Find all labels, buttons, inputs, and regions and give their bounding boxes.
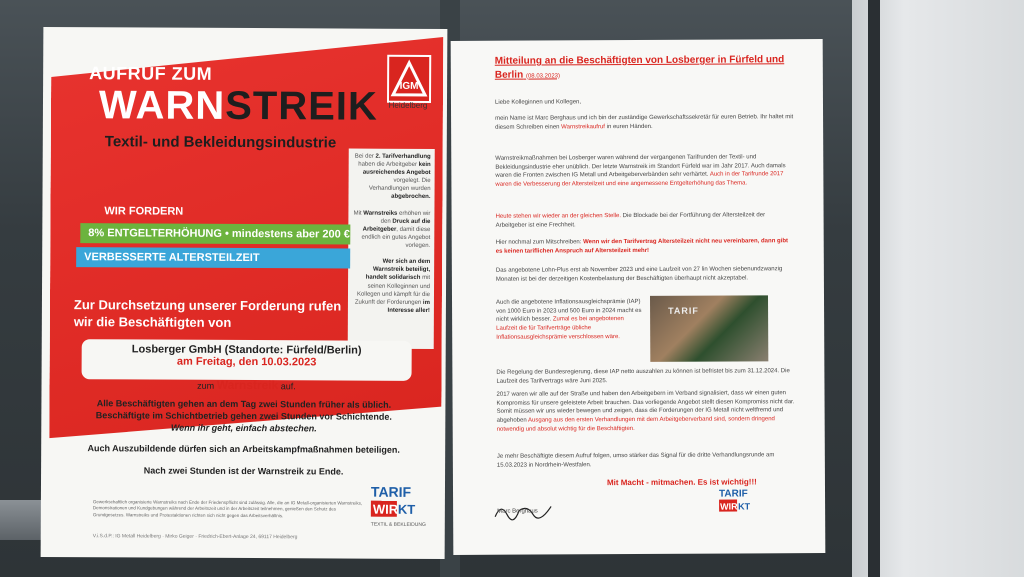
demand-part-time: VERBESSERTE ALTERSTEILZEIT bbox=[76, 247, 350, 268]
svg-text:IGM: IGM bbox=[399, 80, 419, 92]
letter-slogan: Mit Macht - mitmachen. Es ist wichtig!!! bbox=[606, 477, 757, 488]
tarif-wirkt-logo-icon bbox=[367, 481, 427, 537]
ig-metall-logo bbox=[387, 55, 431, 103]
letter-paragraph-6-end: Die Regelung der Bundesregierung, diese IAP netto auszahlen zu können ist befristet bis zum 31.12.2024. Die Laufzeit des Tarifvertrags wäre Juni 2025. bbox=[496, 368, 790, 385]
letter-title: Mitteilung an die Beschäftigten von Losberger in Fürfeld und Berlin (08.03.2023) bbox=[494, 54, 785, 81]
ig-metall-logo-icon bbox=[389, 57, 429, 101]
strike-instructions: Alle Beschäftigten gehen an dem Tag zwei Stunden früher als üblich. Beschäftigte im Schichtbetrieb gehen zwei Stunden vor Schichtende. Wenn ihr geht, einfach abstechen. bbox=[95, 398, 392, 434]
letter-paragraph-4: Hier nochmal zum Mitschreiben: Wenn wir den Tarifvertrag Altersteilzeit nicht neu vereinbaren, dann gibt es keinen tariflichen Anspruch auf Altersteilzeit mehr! bbox=[495, 238, 789, 255]
letter-paragraph-2: Warnstreikmaßnahmen bei Losberger waren während der vergangenen Tarifrunden der Textil- und Bekleidungsindustrie eher unüblich. Der letzte Warnstreik im Standort Fürfeld war im Jahr 2017. Auch damals waren die Fronten zwischen IG Metall und Arbeitgeberverbänden sehr verhärtet. Auch in der Tarifrunde 2017 waren die Verbesserung der Altersteilzeit und eine angemessene Entgelterhöhung das Thema. bbox=[495, 154, 786, 188]
signature-name: Marc Berghaus bbox=[497, 508, 538, 515]
tarif-wirkt-logo-icon bbox=[717, 485, 757, 523]
letter-paragraph-7: 2017 waren wir alle auf der Straße und haben den Arbeitgebern im Verband signalisiert, dass wir einen guten Kompromiss für unsere geleistete Arbeit brauchen. Das vorliegende Angebot stellt diesen Kompromiss nicht dar. Somit müssen wir uns wieder bewegen und zeigen, dass die Forderungen der IG Metall nicht weltfremd und abgehoben Ausgang aus den ersten Verhandlungen mit dem Arbeitgeberverband sind, sondern dringend notwendig und absolut wichtig für die Beschäftigten. bbox=[496, 390, 795, 433]
company-box bbox=[82, 339, 412, 381]
apprentice-note: Auch Auszubildende dürfen sich an Arbeitskampfmaßnahmen beteiligen. bbox=[87, 443, 400, 455]
demand-wage: 8% ENTGELTERHÖHUNG • mindestens aber 200 € bbox=[80, 223, 350, 244]
strike-line: zum Warnstreik auf. bbox=[197, 377, 296, 393]
svg-text:KT: KT bbox=[738, 501, 751, 512]
letter-greeting: Liebe Kolleginnen und Kollegen, bbox=[494, 99, 582, 106]
legal-fine-print: Gewerkschaftlich organisierte Warnstreiks nach Ende der Friedenspflicht sind zulässig. Alle, die an IG Metall-organisierten Warnstreiks, Demonstrationen und Kundgebungen während der Arbeitszeit und in der Arbeitszeit teilnehmen, genießen den Schutz des Grundgesetzes. Warnstreiks und Protestaktionen richten sich nicht gegen das Arbeitsverhältnis. bbox=[92, 499, 363, 518]
poster-headline: WARNSTREIK bbox=[98, 83, 378, 129]
poster-subtitle: Textil- und Bekleidungsindustrie bbox=[104, 133, 337, 152]
letter-paragraph-1: mein Name ist Marc Berghaus und ich bin der zuständige Gewerkschaftssekretär für euren Betrieb. Ihr haltet mit diesem Schreiben einen Warnstreikaufruf in euren Händen. bbox=[495, 114, 794, 131]
poster-headline-small: AUFRUF ZUM bbox=[89, 63, 213, 84]
letter-paragraph-3: Heute stehen wir wieder an der gleichen Stelle. Die Blockade bei der Fortführung der Altersteilzeit der Arbeitgeber ist eine Frechheit. bbox=[495, 212, 766, 229]
letter-paragraph-5: Das angebotene Lohn-Plus erst ab November 2023 und eine Laufzeit von 27 lin Wochen siebenundzwanzig Monaten ist bei der derzeitigen Kostenbelastung der Beschäftigten überhaupt nicht akzeptabel. bbox=[495, 266, 783, 283]
strike-date: am Freitag, den 10.03.2023 bbox=[176, 355, 317, 369]
strike-poster bbox=[41, 27, 448, 559]
letter-paragraph-6: Auch die angebotene Inflationsausgleichsprämie (IAP) von 1000 Euro in 2023 und 500 Euro in 2024 macht es nicht wirklich besser. Zumal es bei angebotenen Laufzeit die für Tarifverträge übliche Inflationsausgleichsprämie verschlossen wäre. bbox=[496, 298, 642, 341]
svg-text:TEXTIL & BEKLEIDUNG: TEXTIL & BEKLEIDUNG bbox=[370, 521, 426, 528]
strike-end-note: Nach zwei Stunden ist der Warnstreik zu Ende. bbox=[143, 465, 344, 477]
company-name: Losberger GmbH (Standorte: Fürfeld/Berlin) bbox=[131, 343, 362, 357]
info-sidebar: Bei der 2. Tarifverhandlung haben die Arbeitgeber kein ausreichendes Angebot vorgelegt. Die Verhandlungen wurden abgebrochen. Mit Warnstreiks erhöhen wir den Druck auf die Arbeitgeber, damit diese endlich ein gutes Angebot vorlegen. Wer sich an dem Warnstreik beteiligt, handelt solidarisch mit seinen Kolleginnen und Kollegen und kämpft für die Zukunft der Forderungen im Interesse aller! bbox=[348, 149, 435, 349]
svg-text:WIR: WIR bbox=[720, 501, 738, 512]
logo-caption: Heidelberg bbox=[388, 100, 428, 110]
svg-text:KT: KT bbox=[397, 501, 416, 517]
svg-text:TARIF: TARIF bbox=[370, 483, 412, 500]
union-letter bbox=[451, 39, 826, 555]
imprint: V.i.S.d.P.: IG Metall Heidelberg · Mirko Geiger · Friedrich-Ebert-Anlage 24, 69117 Heidelberg bbox=[92, 533, 298, 541]
svg-text:TARIF: TARIF bbox=[719, 488, 748, 500]
letter-paragraph-8: Je mehr Beschäftigte diesem Aufruf folgen, umso stärker das Signal für die dritte Verhandlungsrunde am 15.03.2023 in Nordrhein-Westfalen. bbox=[496, 452, 775, 469]
strike-photo: TARIF bbox=[650, 295, 768, 362]
svg-text:WIR: WIR bbox=[372, 501, 399, 517]
demands-heading: WIR FORDERN bbox=[104, 205, 184, 218]
door-frame-edge bbox=[868, 0, 880, 577]
call-to-action: Zur Durchsetzung unserer Forderung rufen wir die Beschäftigten von bbox=[73, 297, 342, 330]
